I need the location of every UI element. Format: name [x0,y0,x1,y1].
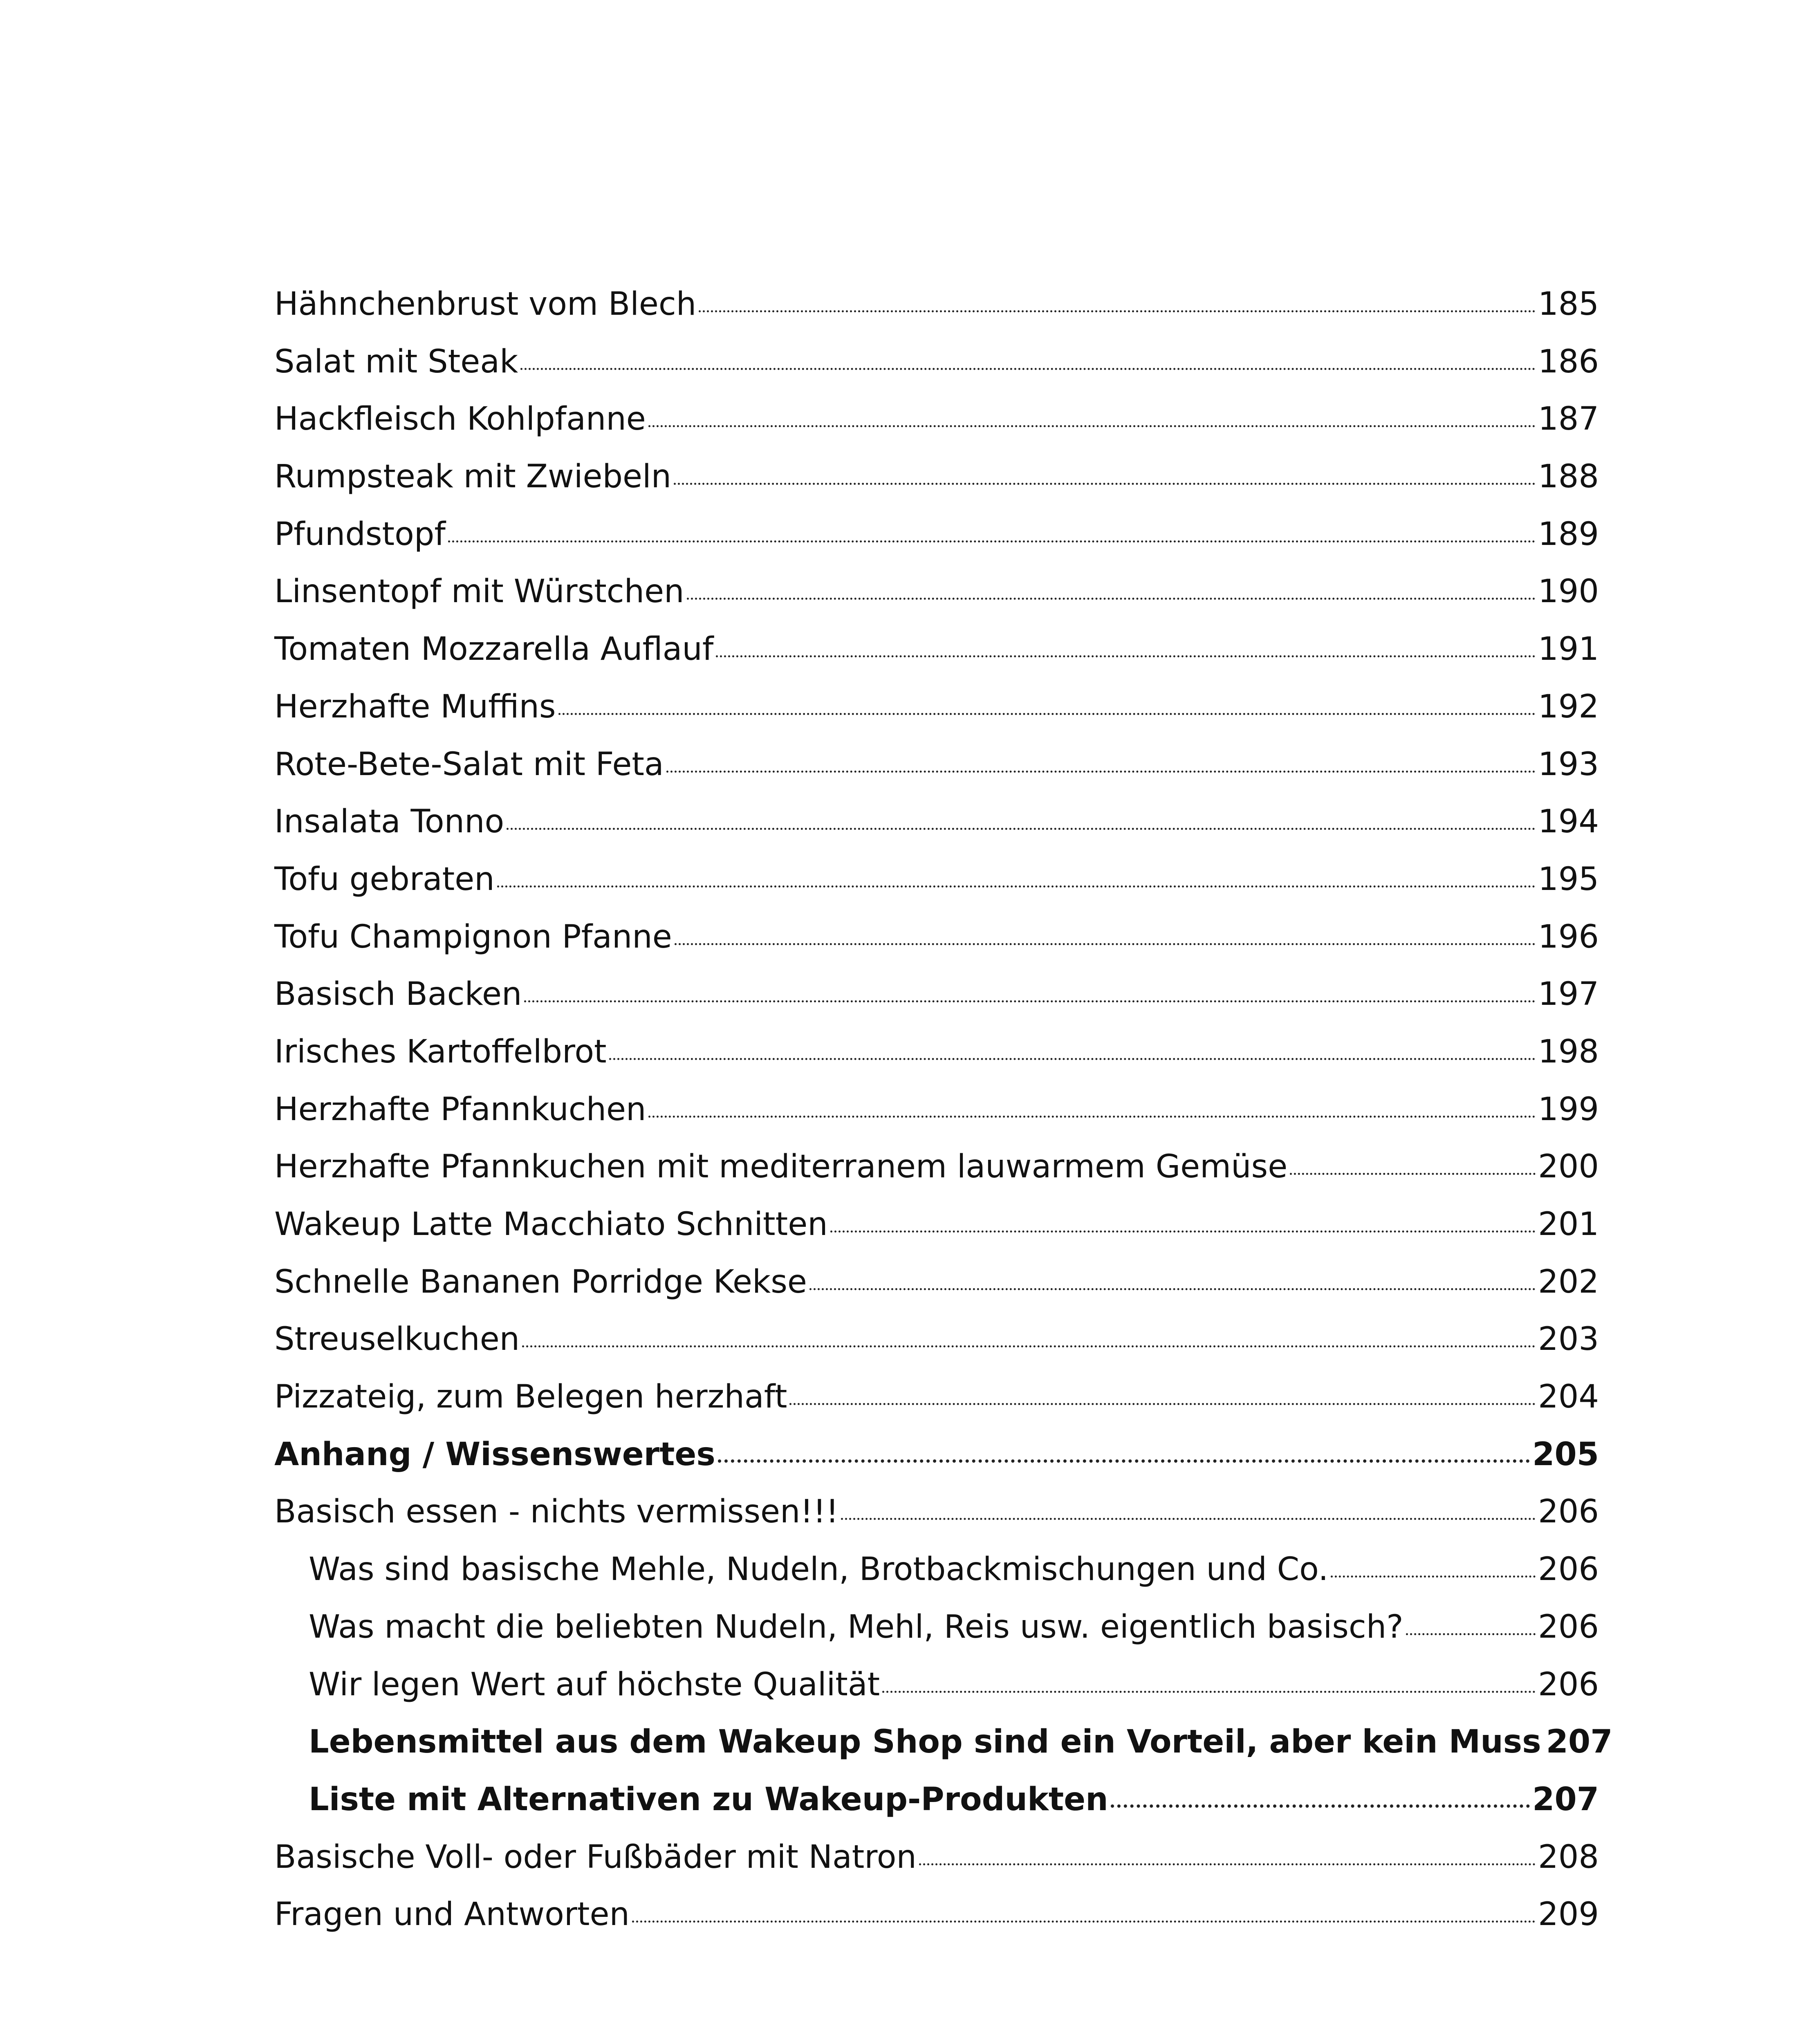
toc-dot-leader [882,1691,1536,1693]
toc-dot-leader [497,885,1536,888]
toc-entry-page-number: 189 [1538,515,1599,553]
toc-entry-page-number: 206 [1538,1551,1599,1588]
toc-entry[interactable] [274,1886,1599,1943]
toc-entry[interactable] [274,966,1599,1023]
toc-entry-title: Herzhafte Pfannkuchen mit mediterranem lauwarmem Gemüse [274,1148,1288,1186]
toc-entry-title: Pizzateig, zum Belegen herzhaft [274,1378,787,1416]
toc-entry[interactable] [274,333,1599,391]
toc-entry-page-number: 202 [1538,1263,1599,1300]
toc-dot-leader [1331,1576,1536,1578]
table-of-contents [274,276,1613,1943]
toc-dot-leader [809,1288,1536,1290]
toc-entry-title: Irisches Kartoffelbrot [274,1033,607,1070]
toc-entry-title: Herzhafte Pfannkuchen [274,1091,646,1128]
toc-entry-title: Wakeup Latte Macchiato Schnitten [274,1206,828,1243]
toc-entry[interactable] [274,276,1599,333]
toc-dot-leader [919,1863,1536,1865]
toc-dot-leader [648,425,1536,427]
toc-entry[interactable] [274,1311,1599,1368]
toc-entry-title: Basisch essen - nichts vermissen!!! [274,1493,839,1531]
toc-entry[interactable] [274,1771,1599,1829]
toc-entry-page-number: 187 [1538,401,1599,438]
toc-entry-title: Basisch Backen [274,976,522,1013]
toc-dot-leader [830,1230,1536,1233]
toc-entry-page-number: 193 [1538,746,1599,783]
toc-dot-leader [718,1459,1530,1463]
toc-entry[interactable] [274,1541,1599,1598]
toc-entry[interactable] [274,621,1599,678]
toc-entry-title: Schnelle Bananen Porridge Kekse [274,1263,807,1300]
toc-entry[interactable] [274,736,1599,793]
toc-entry-page-number: 206 [1538,1608,1599,1645]
toc-entry[interactable] [274,1829,1599,1886]
toc-entry[interactable] [274,1713,1613,1771]
toc-dot-leader [1290,1173,1536,1175]
toc-dot-leader [558,713,1536,715]
toc-entry-title: Lebensmittel aus dem Wakeup Shop sind ein Vorteil, aber kein Muss [309,1724,1541,1761]
toc-dot-leader [522,1345,1536,1347]
toc-entry-page-number: 190 [1538,573,1599,610]
toc-dot-leader [666,771,1536,773]
toc-entry-page-number: 207 [1546,1724,1613,1761]
toc-entry-title: Basische Voll- oder Fußbäder mit Natron [274,1838,917,1876]
toc-entry-page-number: 186 [1538,343,1599,380]
toc-entry[interactable] [274,390,1599,448]
toc-entry-page-number: 203 [1538,1321,1599,1358]
toc-dot-leader [524,1000,1536,1002]
toc-entry-title: Pfundstopf [274,515,446,553]
toc-dot-leader [699,310,1536,312]
toc-dot-leader [841,1518,1536,1520]
toc-dot-leader [632,1921,1536,1923]
toc-dot-leader [674,483,1536,485]
toc-entry-page-number: 195 [1538,861,1599,898]
toc-entry-title: Was sind basische Mehle, Nudeln, Brotbackmischungen und Co. [309,1551,1329,1588]
toc-entry[interactable] [274,1426,1599,1484]
toc-entry-page-number: 201 [1538,1206,1599,1243]
toc-entry-page-number: 200 [1538,1148,1599,1186]
toc-entry[interactable] [274,563,1599,621]
toc-entry[interactable] [274,1368,1599,1426]
toc-entry-title: Herzhafte Muffins [274,688,556,725]
toc-dot-leader [507,828,1536,830]
toc-entry[interactable] [274,1023,1599,1081]
toc-entry-title: Liste mit Alternativen zu Wakeup-Produkten [309,1781,1108,1818]
toc-entry-page-number: 194 [1538,803,1599,840]
toc-entry-title: Linsentopf mit Würstchen [274,573,684,610]
toc-entry-title: Tomaten Mozzarella Auflauf [274,631,714,668]
toc-entry-title: Tofu Champignon Pfanne [274,918,672,955]
toc-entry-page-number: 199 [1538,1091,1599,1128]
toc-entry-title: Insalata Tonno [274,803,504,840]
toc-entry-title: Was macht die beliebten Nudeln, Mehl, Reis usw. eigentlich basisch? [309,1608,1403,1645]
toc-dot-leader [520,368,1536,370]
toc-dot-leader [789,1403,1536,1405]
toc-entry[interactable] [274,908,1599,966]
toc-dot-leader [609,1058,1536,1060]
toc-entry[interactable] [274,1656,1599,1714]
toc-entry[interactable] [274,448,1599,506]
toc-dot-leader [687,598,1536,600]
toc-entry-page-number: 192 [1538,688,1599,725]
toc-dot-leader [716,655,1536,657]
toc-entry-title: Fragen und Antworten [274,1896,630,1933]
toc-entry[interactable] [274,851,1599,908]
toc-entry-page-number: 205 [1532,1436,1599,1473]
toc-entry-page-number: 209 [1538,1896,1599,1933]
toc-entry-page-number: 198 [1538,1033,1599,1070]
toc-entry[interactable] [274,1483,1599,1541]
toc-entry[interactable] [274,506,1599,563]
toc-entry-page-number: 191 [1538,631,1599,668]
toc-dot-leader [648,1116,1536,1118]
toc-entry-page-number: 206 [1538,1666,1599,1703]
toc-entry[interactable] [274,793,1599,851]
toc-entry-title: Rote-Bete-Salat mit Feta [274,746,664,783]
toc-entry-title: Wir legen Wert auf höchste Qualität [309,1666,880,1703]
toc-entry[interactable] [274,1253,1599,1311]
toc-entry-page-number: 197 [1538,976,1599,1013]
toc-entry-title: Tofu gebraten [274,861,495,898]
toc-entry[interactable] [274,678,1599,736]
toc-entry-title: Hackfleisch Kohlpfanne [274,401,646,438]
toc-entry-title: Anhang / Wissenswertes [274,1436,715,1473]
toc-entry[interactable] [274,1598,1599,1656]
toc-dot-leader [1111,1804,1530,1808]
toc-entry-page-number: 208 [1538,1838,1599,1876]
toc-dot-leader [448,540,1536,542]
toc-entry-page-number: 204 [1538,1378,1599,1416]
toc-dot-leader [675,943,1536,945]
toc-entry-page-number: 196 [1538,918,1599,955]
toc-entry-title: Hähnchenbrust vom Blech [274,286,697,323]
toc-entry-title: Salat mit Steak [274,343,518,380]
toc-entry[interactable] [274,1081,1599,1139]
toc-entry-title: Rumpsteak mit Zwiebeln [274,458,672,495]
toc-entry-title: Streuselkuchen [274,1321,520,1358]
toc-entry-page-number: 206 [1538,1493,1599,1531]
toc-dot-leader [1406,1633,1536,1635]
toc-entry[interactable] [274,1196,1599,1253]
toc-entry-page-number: 207 [1532,1781,1599,1818]
toc-entry[interactable] [274,1138,1599,1196]
toc-entry-page-number: 188 [1538,458,1599,495]
toc-entry-page-number: 185 [1538,286,1599,323]
